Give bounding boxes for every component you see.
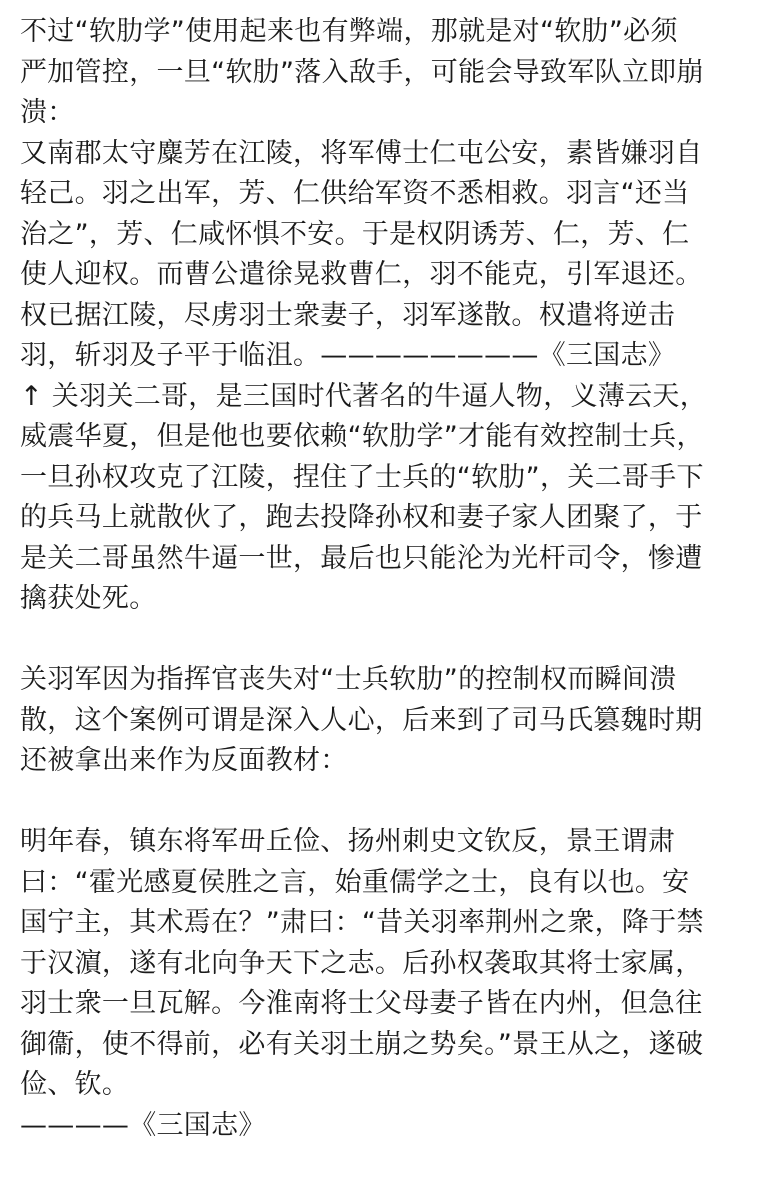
text-line: 溃： [20,97,75,128]
text-line: 曰：“霍光感夏侯胜之言，始重儒学之士，良有以也。安 [20,866,690,898]
text-line: 明年春，镇东将军毌丘俭、扬州刺史文钦反，景王谓肃 [20,826,676,857]
text-line: 散，这个案例可谓是深入人心，后来到了司马氏篡魏时期 [20,704,703,736]
quotation-sanguozhi-1 [20,134,747,377]
text-line: 关羽军因为指挥官丧失对“士兵软肋”的控制权而瞬间溃 [20,664,677,695]
text-line: 还被拿出来作为反面教材： [20,745,348,776]
text-line: 轻己。羽之出军，芳、仁供给军资不悉相救。羽言“还当 [20,178,690,209]
text-line: 是关二哥虽然牛逼一世，最后也只能沦为光杆司令，惨遭 [20,542,703,574]
text-line: 擒获处死。 [20,583,157,614]
text-line: 权已据江陵，尽虏羽士衆妻子，羽军遂散。权遣将逆击 [20,299,676,331]
paragraph-soft-spot-intro [20,12,747,134]
text-line: 不过“软肋学”使用起来也有弊端，那就是对“软肋”必须 [20,16,678,47]
text-line: ↑ 关羽关二哥，是三国时代著名的牛逼人物，义薄云天， [20,380,708,412]
text-line: 的兵马上就散伙了，跑去投降孙权和妻子家人团聚了，于 [20,502,703,533]
text-line: 一旦孙权攻克了江陵，捏住了士兵的“软肋”，关二哥手下 [20,461,704,493]
quotation-sanguozhi-2 [20,822,747,1146]
text-line: 又南郡太守麋芳在江陵，将军傅士仁屯公安，素皆嫌羽自 [20,137,703,169]
text-line: 威震华夏，但是他也要依赖“软肋学”才能有效控制士兵， [20,421,704,452]
text-line: 使人迎权。而曹公遣徐晃救曹仁，羽不能克，引军退还。 [20,259,703,290]
text-line: 治之”，芳、仁咸怀惧不安。于是权阴诱芳、仁，芳、仁 [20,218,690,250]
text-line: 羽士衆一旦瓦解。今淮南将士父母妻子皆在内州，但急往 [20,988,703,1019]
paragraph-guan-yu-commentary [20,377,747,620]
source-citation: ————《三国志》 [20,1109,266,1141]
text-line: 俭、钦。 [20,1069,130,1100]
text-line: 严加管控，一旦“软肋”落入敌手，可能会导致军队立即崩 [20,56,704,88]
text-line: 国宁主，其术焉在？”肃曰：“昔关羽率荆州之衆，降于禁 [20,907,704,938]
paragraph-spacer [20,782,747,823]
paragraph-case-study [20,660,747,782]
text-line: 羽，斩羽及子平于临沮。————————《三国志》 [20,340,676,371]
text-line: 御衞，使不得前，必有关羽土崩之势矣。”景王从之，遂破 [20,1028,704,1060]
text-line: 于汉濵，遂有北向争天下之志。后孙权袭取其将士家属， [20,947,703,979]
paragraph-spacer [20,620,747,661]
